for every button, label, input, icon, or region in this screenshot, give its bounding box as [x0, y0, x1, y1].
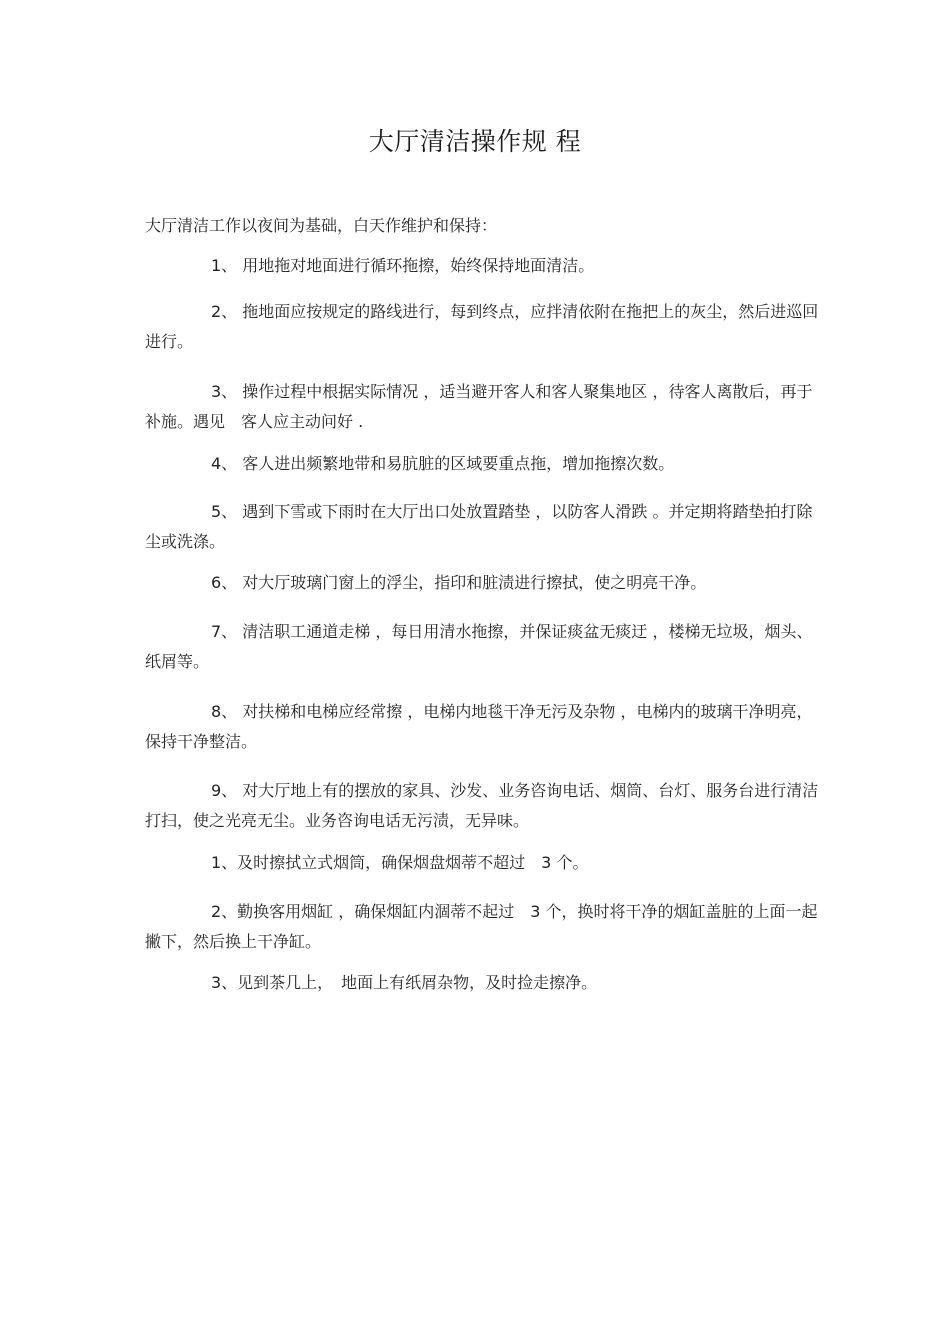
list-item-4: [145, 449, 825, 479]
sub-item-2: [145, 897, 825, 957]
sub-item-1: [145, 848, 825, 878]
list-item-text: 8、 对扶梯和电梯应经常擦 ，电梯内地毯干净无污及杂物 ，电梯内的玻璃干净明亮，保持干净整洁。: [145, 702, 813, 751]
sub-item-3: [145, 968, 825, 998]
list-item-text: 6、 对大厅玻璃门窗上的浮尘，指印和脏渍进行擦拭，使之明亮干净。: [211, 573, 707, 592]
document-title: 大厅清洁操作规 程: [368, 127, 582, 156]
list-item-1: [145, 251, 825, 281]
list-item-2: [145, 297, 825, 357]
list-item-text: 1、 用地拖对地面进行循环拖擦，始终保持地面清洁。: [211, 256, 595, 275]
list-item-text: 7、 清洁职工通道走梯 ，每日用清水拖擦，并保证痰盆无痰迂 ，楼梯无垃圾，烟头、纸屑等。: [145, 622, 813, 671]
list-item-text: 2、 拖地面应按规定的路线进行，每到终点，应拌清依附在拖把上的灰尘，然后进巡回进行。: [145, 302, 819, 351]
intro-text: 大厅清洁工作以夜间为基础，白天作维护和保持：: [145, 216, 498, 235]
list-item-3: [145, 377, 825, 437]
list-item-text: 5、 遇到下雪或下雨时在大厅出口处放置踏垫 ，以防客人滑跌 。并定期将踏垫拍打除尘或洗涤。: [145, 502, 813, 551]
list-item-text: 3、 操作过程中根据实际情况 ，适当避开客人和客人聚集地区 ，待客人离散后，再于补施。遇见 客人应主动问好 .: [145, 382, 813, 431]
intro-paragraph: [145, 211, 825, 241]
list-item-8: [145, 697, 825, 757]
list-item-7: [145, 617, 825, 677]
list-item-6: [145, 568, 825, 598]
list-item-text: 1、及时擦拭立式烟筒，确保烟盘烟蒂不超过 3 个。: [211, 853, 589, 872]
list-item-text: 2、勤换客用烟缸 ，确保烟缸内涸蒂不起过 3 个，换时将干净的烟缸盖脏的上面一起撇下，然后换上干净缸。: [145, 902, 818, 951]
list-item-text: 4、 客人进出频繁地带和易肮脏的区域要重点拖，增加拖擦次数。: [211, 454, 675, 473]
list-item-text: 3、见到茶几上， 地面上有纸屑杂物，及时捡走擦净。: [211, 973, 598, 992]
list-item-5: [145, 497, 825, 557]
list-item-9: [145, 776, 825, 836]
list-item-text: 9、 对大厅地上有的摆放的家具、沙发、业务咨询电话、烟筒、台灯、服务台进行清洁打扫，使之光亮无尘。业务咨询电话无污渍，无异味。: [145, 781, 819, 830]
